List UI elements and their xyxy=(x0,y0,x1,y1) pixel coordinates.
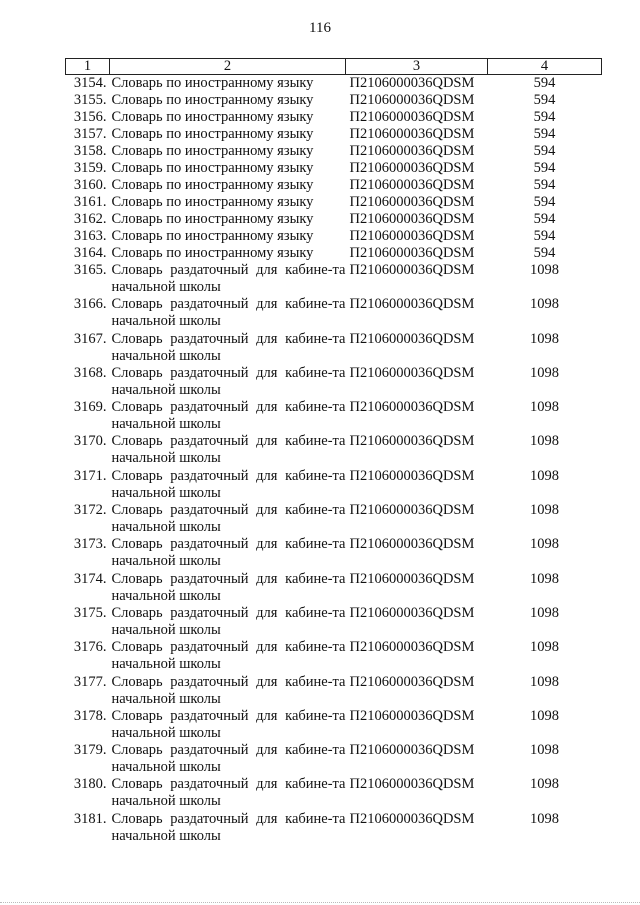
item-quantity: 594 xyxy=(533,194,556,210)
row-number: 3176. xyxy=(73,639,107,656)
table-row xyxy=(66,245,602,262)
row-number: 3161. xyxy=(73,194,107,210)
item-name: Словарь раздаточный для кабине-та начальной школы xyxy=(111,330,346,364)
item-quantity: 594 xyxy=(533,160,556,176)
item-quantity: 594 xyxy=(533,109,556,125)
item-name: Словарь раздаточный для кабине-та начальной школы xyxy=(111,810,346,844)
item-name: Словарь по иностранному языку xyxy=(111,211,314,227)
table-row xyxy=(66,502,602,536)
table-row xyxy=(66,160,602,177)
item-name: Словарь раздаточный для кабине-та начальной школы xyxy=(111,639,346,673)
table-row xyxy=(66,433,602,467)
table-row xyxy=(66,126,602,143)
table-row xyxy=(66,674,602,708)
table-row xyxy=(66,468,602,502)
table-body xyxy=(66,75,602,846)
item-name: Словарь раздаточный для кабине-та начальной школы xyxy=(111,776,346,810)
item-code: П2106000036QDSM xyxy=(349,502,475,519)
item-code: П2106000036QDSM xyxy=(349,536,475,553)
item-code: П2106000036QDSM xyxy=(349,467,475,484)
table-row xyxy=(66,75,602,93)
item-quantity: 594 xyxy=(533,211,556,227)
item-name: Словарь по иностранному языку xyxy=(111,109,314,125)
table-row xyxy=(66,571,602,605)
item-name: Словарь по иностранному языку xyxy=(111,194,314,210)
row-number: 3174. xyxy=(73,570,107,587)
item-name: Словарь раздаточный для кабине-та начальной школы xyxy=(111,467,346,501)
row-number: 3173. xyxy=(73,536,107,553)
table-row xyxy=(66,262,602,296)
item-name: Словарь раздаточный для кабине-та начальной школы xyxy=(111,364,346,398)
item-quantity: 594 xyxy=(533,228,556,244)
item-name: Словарь раздаточный для кабине-та начальной школы xyxy=(111,399,346,433)
item-quantity: 1098 xyxy=(530,536,559,553)
item-name: Словарь раздаточный для кабине-та начальной школы xyxy=(111,502,346,536)
table-header xyxy=(66,59,602,75)
row-number: 3166. xyxy=(73,296,107,313)
table-row xyxy=(66,296,602,330)
item-code: П2106000036QDSM xyxy=(349,143,475,159)
item-quantity: 1098 xyxy=(530,810,559,827)
row-number: 3160. xyxy=(73,177,107,193)
item-code: П2106000036QDSM xyxy=(349,810,475,827)
header-col-2: 2 xyxy=(110,59,346,75)
row-number: 3162. xyxy=(73,211,107,227)
row-number: 3157. xyxy=(73,126,107,142)
item-quantity: 1098 xyxy=(530,364,559,381)
item-code: П2106000036QDSM xyxy=(349,570,475,587)
row-number: 3181. xyxy=(73,810,107,827)
item-name: Словарь по иностранному языку xyxy=(111,160,314,176)
header-row xyxy=(66,59,602,75)
item-quantity: 1098 xyxy=(530,673,559,690)
item-name: Словарь раздаточный для кабине-та начальной школы xyxy=(111,296,346,330)
item-quantity: 1098 xyxy=(530,433,559,450)
row-number: 3175. xyxy=(73,604,107,621)
item-code: П2106000036QDSM xyxy=(349,245,475,261)
item-name: Словарь раздаточный для кабине-та начальной школы xyxy=(111,742,346,776)
item-name: Словарь раздаточный для кабине-та начальной школы xyxy=(111,262,346,295)
item-code: П2106000036QDSM xyxy=(349,262,475,278)
header-col-3: 3 xyxy=(346,59,488,75)
item-quantity: 1098 xyxy=(530,707,559,724)
table-row xyxy=(66,331,602,365)
item-code: П2106000036QDSM xyxy=(349,707,475,724)
item-name: Словарь раздаточный для кабине-та начальной школы xyxy=(111,707,346,741)
item-name: Словарь раздаточный для кабине-та начальной школы xyxy=(111,673,346,707)
item-code: П2106000036QDSM xyxy=(349,177,475,193)
row-number: 3155. xyxy=(73,92,107,108)
item-name: Словарь по иностранному языку xyxy=(111,143,314,159)
item-code: П2106000036QDSM xyxy=(349,194,475,210)
item-quantity: 1098 xyxy=(530,639,559,656)
item-code: П2106000036QDSM xyxy=(349,296,475,313)
item-code: П2106000036QDSM xyxy=(349,639,475,656)
table-row xyxy=(66,365,602,399)
item-code: П2106000036QDSM xyxy=(349,228,475,244)
item-code: П2106000036QDSM xyxy=(349,126,475,142)
item-code: П2106000036QDSM xyxy=(349,433,475,450)
table-row xyxy=(66,194,602,211)
row-number: 3180. xyxy=(73,776,107,793)
item-name: Словарь по иностранному языку xyxy=(111,126,314,142)
table-row xyxy=(66,811,602,845)
table-row xyxy=(66,605,602,639)
item-code: П2106000036QDSM xyxy=(349,211,475,227)
table-row xyxy=(66,228,602,245)
table-row xyxy=(66,708,602,742)
item-quantity: 1098 xyxy=(530,262,559,278)
row-number: 3156. xyxy=(73,109,107,125)
item-quantity: 1098 xyxy=(530,604,559,621)
item-name: Словарь по иностранному языку xyxy=(111,92,314,108)
header-col-1: 1 xyxy=(66,59,110,75)
item-quantity: 1098 xyxy=(530,467,559,484)
table-row xyxy=(66,399,602,433)
item-quantity: 1098 xyxy=(530,330,559,347)
items-table xyxy=(65,58,602,845)
row-number: 3177. xyxy=(73,673,107,690)
item-name: Словарь по иностранному языку xyxy=(111,228,314,244)
item-code: П2106000036QDSM xyxy=(349,160,475,176)
table-row xyxy=(66,143,602,160)
item-code: П2106000036QDSM xyxy=(349,364,475,381)
table-row xyxy=(66,776,602,810)
item-code: П2106000036QDSM xyxy=(349,673,475,690)
table-row xyxy=(66,639,602,673)
table-row xyxy=(66,109,602,126)
row-number: 3163. xyxy=(73,228,107,244)
item-quantity: 594 xyxy=(533,92,556,108)
header-col-4: 4 xyxy=(488,59,602,75)
table-row xyxy=(66,742,602,776)
row-number: 3168. xyxy=(73,364,107,381)
row-number: 3159. xyxy=(73,160,107,176)
item-name: Словарь по иностранному языку xyxy=(111,75,314,91)
table-row xyxy=(66,536,602,570)
item-code: П2106000036QDSM xyxy=(349,604,475,621)
item-code: П2106000036QDSM xyxy=(349,776,475,793)
item-quantity: 1098 xyxy=(530,296,559,313)
item-quantity: 1098 xyxy=(530,399,559,416)
table-row xyxy=(66,211,602,228)
item-quantity: 594 xyxy=(533,126,556,142)
item-quantity: 1098 xyxy=(530,502,559,519)
row-number: 3154. xyxy=(73,75,107,91)
item-code: П2106000036QDSM xyxy=(349,109,475,125)
item-quantity: 1098 xyxy=(530,776,559,793)
item-code: П2106000036QDSM xyxy=(349,399,475,416)
row-number: 3164. xyxy=(73,245,107,261)
item-code: П2106000036QDSM xyxy=(349,330,475,347)
row-number: 3172. xyxy=(73,502,107,519)
row-number: 3167. xyxy=(73,330,107,347)
item-code: П2106000036QDSM xyxy=(349,92,475,108)
item-name: Словарь раздаточный для кабине-та начальной школы xyxy=(111,570,346,604)
item-quantity: 594 xyxy=(533,143,556,159)
row-number: 3158. xyxy=(73,143,107,159)
item-name: Словарь раздаточный для кабине-та начальной школы xyxy=(111,604,346,638)
page-number: 116 xyxy=(309,20,331,36)
item-quantity: 594 xyxy=(533,245,556,261)
row-number: 3169. xyxy=(73,399,107,416)
item-name: Словарь по иностранному языку xyxy=(111,245,314,261)
item-quantity: 1098 xyxy=(530,570,559,587)
table-row xyxy=(66,177,602,194)
item-name: Словарь раздаточный для кабине-та начальной школы xyxy=(111,433,346,467)
item-quantity: 594 xyxy=(533,75,556,91)
row-number: 3178. xyxy=(73,707,107,724)
item-name: Словарь раздаточный для кабине-та начальной школы xyxy=(111,536,346,570)
row-number: 3170. xyxy=(73,433,107,450)
item-quantity: 594 xyxy=(533,177,556,193)
row-number: 3165. xyxy=(73,262,107,278)
item-code: П2106000036QDSM xyxy=(349,742,475,759)
table-row xyxy=(66,92,602,109)
row-number: 3171. xyxy=(73,467,107,484)
item-quantity: 1098 xyxy=(530,742,559,759)
item-name: Словарь по иностранному языку xyxy=(111,177,314,193)
item-code: П2106000036QDSM xyxy=(349,75,475,91)
row-number: 3179. xyxy=(73,742,107,759)
